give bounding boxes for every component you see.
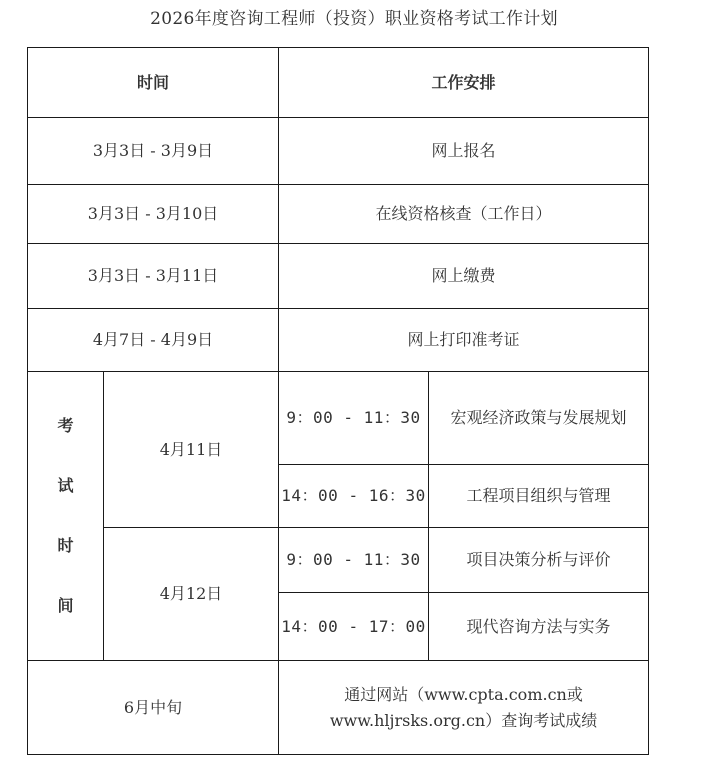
- exam-label-char: 考: [57, 416, 74, 435]
- exam-label-char: 间: [57, 596, 74, 615]
- exam-slot-subject: 工程项目组织与管理: [429, 465, 649, 528]
- exam-slot-time: 14：00 - 17：00: [279, 593, 429, 661]
- row-work-payment: 网上缴费: [279, 244, 649, 309]
- page-title: 2026年度咨询工程师（投资）职业资格考试工作计划: [150, 9, 558, 29]
- table-row: [28, 661, 649, 755]
- table-row: [28, 309, 649, 372]
- row-time-admission-ticket: 4月7日 - 4月9日: [28, 309, 279, 372]
- header-work: 工作安排: [279, 48, 649, 118]
- exam-slot-row: [28, 528, 649, 593]
- row-time-payment: 3月3日 - 3月11日: [28, 244, 279, 309]
- header-time: 时间: [28, 48, 279, 118]
- exam-slot-time: 14：00 - 16：30: [279, 465, 429, 528]
- row-work-admission-ticket: 网上打印准考证: [279, 309, 649, 372]
- results-line-1: 通过网站（www.cpta.com.cn或: [344, 684, 583, 704]
- exam-label-char: 时: [57, 536, 74, 555]
- exam-schedule-table: [27, 47, 649, 755]
- exam-slot-row: [28, 372, 649, 465]
- row-work-qualification-check: 在线资格核查（工作日）: [279, 185, 649, 244]
- row-work-registration: 网上报名: [279, 118, 649, 185]
- row-time-results: 6月中旬: [28, 661, 279, 755]
- exam-slot-time: 9：00 - 11：30: [279, 372, 429, 465]
- exam-date-day1: 4月11日: [104, 372, 279, 528]
- row-time-registration: 3月3日 - 3月9日: [28, 118, 279, 185]
- row-work-results: [279, 661, 649, 755]
- row-time-qualification-check: 3月3日 - 3月10日: [28, 185, 279, 244]
- table-row: [28, 244, 649, 309]
- table-row: [28, 185, 649, 244]
- exam-time-label: [28, 372, 104, 661]
- exam-label-char: 试: [57, 476, 74, 495]
- exam-date-day2: 4月12日: [104, 528, 279, 661]
- exam-slot-time: 9：00 - 11：30: [279, 528, 429, 593]
- exam-slot-subject: 现代咨询方法与实务: [429, 593, 649, 661]
- results-line-2: www.hljrsks.org.cn）查询考试成绩: [329, 710, 598, 730]
- exam-slot-subject: 项目决策分析与评价: [429, 528, 649, 593]
- table-header-row: [28, 48, 649, 118]
- exam-slot-subject: 宏观经济政策与发展规划: [429, 372, 649, 465]
- table-row: [28, 118, 649, 185]
